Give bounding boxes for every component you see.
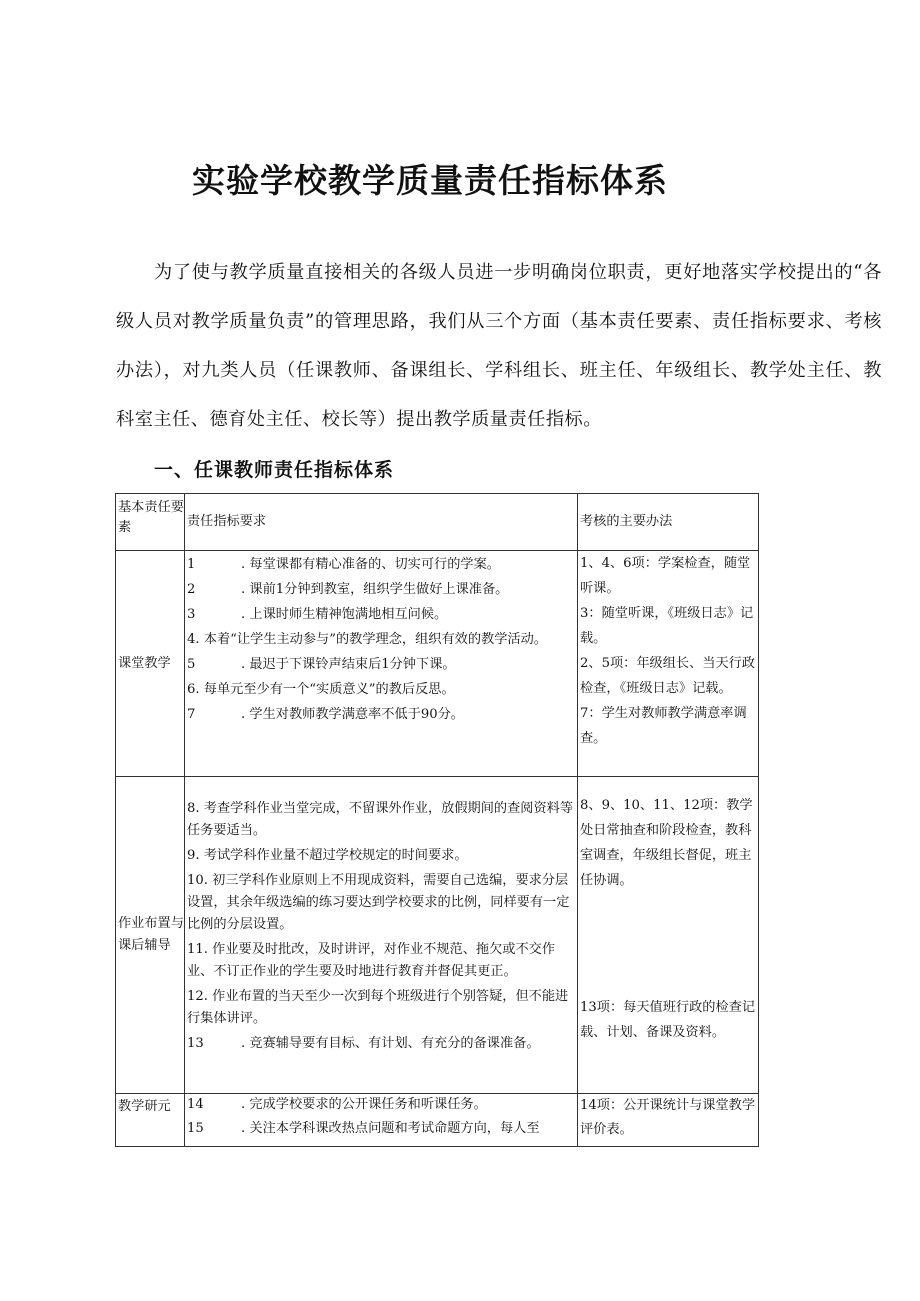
header-assessment: 考核的主要办法 (578, 494, 759, 551)
item-number: 14 (187, 1097, 204, 1112)
assessment-research (578, 1094, 759, 1147)
item-text: . 竞赛辅导要有目标、有计划、有充分的备课准备。 (241, 1036, 540, 1051)
table-row-homework (116, 777, 759, 1094)
assessment-note: 7：学生对教师教学满意率调查。 (580, 706, 747, 746)
requirements-homework (185, 777, 578, 1094)
requirements-classroom (185, 551, 578, 777)
assessment-homework (578, 777, 759, 1094)
requirement-item (187, 654, 577, 676)
item-text: . 上课时师生精神饱满地相互问候。 (241, 607, 448, 622)
requirement-item: 6. 每单元至少有一个“实质意义”的教后反思。 (187, 682, 455, 697)
header-basic-element: 基本责任要素 (116, 494, 185, 551)
element-research: 教学研元 (116, 1094, 185, 1147)
assessment-note: 13项：每天值班行政的检查记载、计划、备课及资料。 (580, 1000, 756, 1040)
item-text: . 关注本学科课改热点问题和考试命题方向，每人至 (241, 1121, 540, 1136)
table-header-row (116, 494, 759, 551)
item-number: 15 (187, 1121, 204, 1136)
intro-paragraph: 为了使与教学质量直接相关的各级人员进一步明确岗位职责，更好地落实学校提出的“各级人员对教学质量负责”的管理思路，我们从三个方面（基本责任要素、责任指标要求、考核办法），对九类人员（任课教师、备课组长、学科组长、班主任、年级组长、教学处主任、教科室主任、德育处主任、校长等）提出教学质量责任指标。 (116, 262, 882, 430)
section-heading: 一、任课教师责任指标体系 (154, 459, 395, 481)
requirement-item (187, 1118, 577, 1140)
requirement-item (187, 1033, 577, 1055)
element-classroom: 课堂教学 (116, 551, 185, 777)
assessment-classroom (578, 551, 759, 777)
item-text: . 学生对教师教学满意率不低于90分。 (241, 707, 464, 722)
requirement-item: 9. 考试学科作业量不超过学校规定的时间要求。 (187, 848, 468, 863)
assessment-note: 3：随堂听课，《班级日志》记载。 (580, 606, 754, 646)
item-text: . 每堂课都有精心准备的、切实可行的学案。 (241, 557, 500, 572)
requirement-item: 11. 作业要及时批改，及时讲评，对作业不规范、拖欠或不交作业、不订正作业的学生要及时地进行教育并督促其更正。 (187, 942, 556, 979)
item-number: 13 (187, 1036, 204, 1051)
document-title: 实验学校教学质量责任指标体系 (192, 161, 668, 200)
item-number: 1 (187, 557, 196, 572)
item-number: 5 (187, 657, 196, 672)
responsibility-table (115, 493, 759, 1147)
item-number: 2 (187, 582, 196, 597)
item-number: 3 (187, 607, 196, 622)
item-text: . 最迟于下课铃声结束后1分钟下课。 (241, 657, 456, 672)
item-number: 7 (187, 707, 196, 722)
requirement-item: 12. 作业布置的当天至少一次到每个班级进行个别答疑，但不能进行集体讲评。 (187, 989, 569, 1026)
requirement-item: 10. 初三学科作业原则上不用现成资料，需要自己选编，要求分层设置，其余年级选编的练习要达到学校要求的比例，同样要有一定比例的分层设置。 (187, 873, 570, 932)
requirement-item (187, 704, 577, 726)
table-row-research (116, 1094, 759, 1147)
requirement-item (187, 554, 577, 576)
requirement-item: 4. 本着“让学生主动参与”的教学理念，组织有效的教学活动。 (187, 632, 547, 647)
item-text: . 课前1分钟到教室，组织学生做好上课准备。 (241, 582, 509, 597)
header-requirements: 责任指标要求 (185, 494, 578, 551)
requirement-item: 8. 考查学科作业当堂完成，不留课外作业，放假期间的查阅资料等任务要适当。 (187, 801, 574, 838)
item-text: . 完成学校要求的公开课任务和听课任务。 (241, 1097, 487, 1112)
element-homework: 作业布置与课后辅导 (116, 777, 185, 1094)
assessment-note: 1、4、6项：学案检查，随堂听课。 (580, 556, 751, 596)
requirement-item (187, 604, 577, 626)
assessment-note: 2、5项：年级组长、当天行政检查，《班级日志》记载。 (580, 656, 756, 696)
assessment-note: 8、9、10、11、12项：教学处日常抽查和阶段检查，教科室调查，年级组长督促，班主任协调。 (580, 798, 753, 888)
requirement-item (187, 579, 577, 601)
assessment-note: 14项：公开课统计与课堂教学评价表。 (580, 1098, 756, 1137)
table-row-classroom (116, 551, 759, 777)
requirement-item (187, 1094, 577, 1116)
requirements-research (185, 1094, 578, 1147)
